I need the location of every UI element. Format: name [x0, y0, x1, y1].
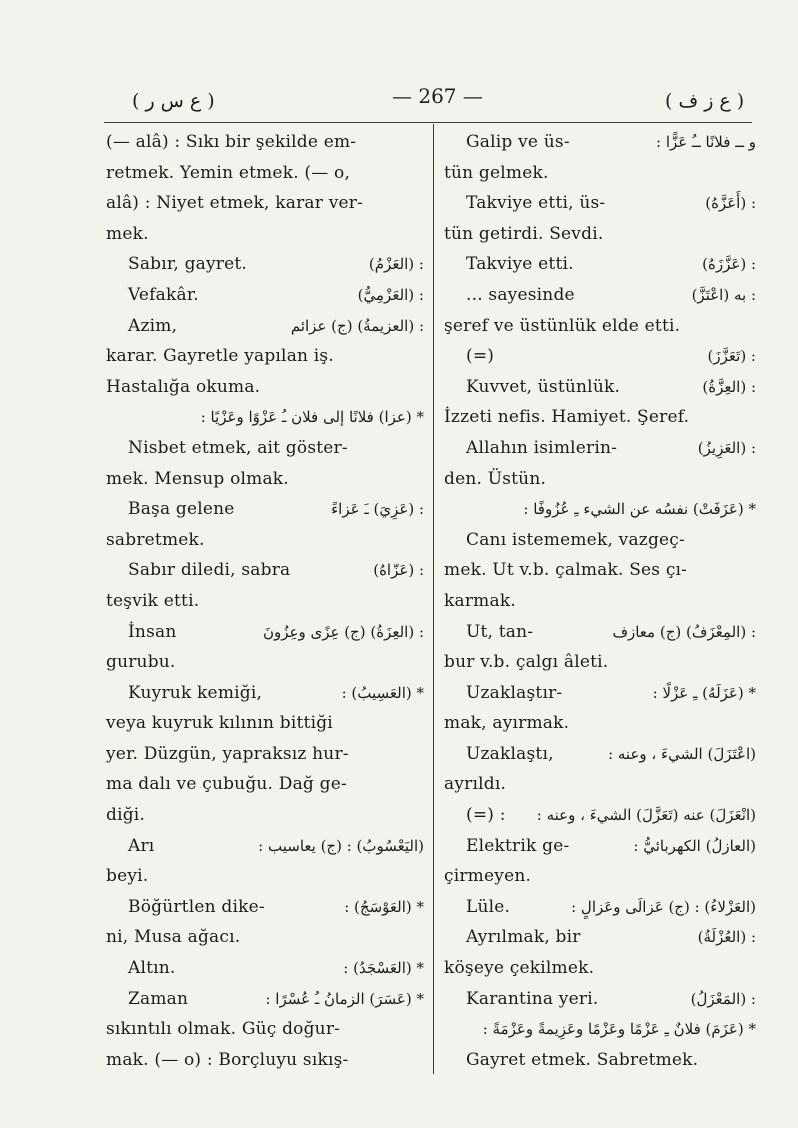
- entry-text: alâ) : Niyet etmek, karar ver-: [106, 193, 364, 214]
- entry-line: [106, 1014, 424, 1045]
- entry-text: Takviye etti, üs-: [466, 193, 606, 214]
- entry-line: [106, 127, 424, 158]
- entry-text: mek. Mensup olmak.: [106, 468, 289, 489]
- arabic-headword: : (عَزَّزَهُ): [702, 255, 756, 274]
- entry-line: [444, 800, 756, 831]
- entry-line: [444, 341, 756, 372]
- entry-line: [444, 1045, 756, 1076]
- arabic-headword: * (عَزَلَهُ) ـِ عَزْلًا :: [652, 683, 756, 702]
- entry-text: Allahın isimlerin-: [466, 437, 618, 458]
- entry-line: [444, 1014, 756, 1045]
- entry-line: [106, 555, 424, 586]
- entry-line: [444, 311, 756, 342]
- arabic-headword: (العازلُ) الكهربائيُّ :: [633, 836, 756, 855]
- header-right-keyword: ( ع ز ف ): [665, 90, 745, 112]
- entry-line: [106, 708, 424, 739]
- entry-line: [106, 861, 424, 892]
- entry-line: [444, 678, 756, 709]
- entry-line: [106, 647, 424, 678]
- entry-line: [444, 280, 756, 311]
- entry-line: [444, 708, 756, 739]
- entry-line: [106, 433, 424, 464]
- entry-text: Vefakâr.: [128, 284, 199, 305]
- entry-line: [444, 127, 756, 158]
- entry-line: [106, 525, 424, 556]
- entry-text: çirmeyen.: [444, 866, 532, 887]
- entry-line: [106, 219, 424, 250]
- entry-text: mek.: [106, 223, 149, 244]
- arabic-headword: (انْعَزَلَ) عنه (تَعَزَّلَ) الشيءَ ، وعنه :: [536, 806, 756, 825]
- entry-text: (=) :: [466, 805, 506, 826]
- entry-line: [106, 372, 424, 403]
- entry-text: Takviye etti.: [466, 254, 574, 275]
- entry-text: ni, Musa ağacı.: [106, 927, 241, 948]
- arabic-headword: : (العُزْلَةُ): [697, 928, 756, 947]
- entry-line: [444, 555, 756, 586]
- entry-line: [444, 219, 756, 250]
- entry-line: [106, 464, 424, 495]
- entry-text: Elektrik ge-: [466, 835, 570, 856]
- arabic-headword: : (المَعْزَلُ): [690, 989, 756, 1008]
- entry-line: [444, 984, 756, 1015]
- entry-text: karmak.: [444, 590, 516, 611]
- column-divider: [433, 124, 434, 1074]
- entry-text: Uzaklaştır-: [466, 682, 563, 703]
- arabic-headword: : (العِزَّةُ): [702, 377, 756, 396]
- entry-line: [106, 494, 424, 525]
- entry-text: tün gelmek.: [444, 162, 549, 183]
- entry-text: retmek. Yemin etmek. (— o,: [106, 162, 351, 183]
- entry-text: Altın.: [128, 958, 176, 979]
- entry-text: Azim,: [128, 315, 178, 336]
- entry-text: tün getirdi. Sevdi.: [444, 223, 604, 244]
- entry-text: veya kuyruk kılının bittiği: [106, 713, 333, 734]
- entry-text: Uzaklaştı,: [466, 743, 554, 764]
- left-column: [106, 127, 424, 1075]
- entry-line: [444, 158, 756, 189]
- entry-text: (— alâ) : Sıkı bir şekilde em-: [106, 132, 357, 152]
- entry-line: [106, 831, 424, 862]
- entry-line: [444, 433, 756, 464]
- arabic-headword: : (العزيمةُ) (ج) عزائم: [290, 316, 424, 335]
- arabic-headword: : (المِعْزَفُ) (ج) معازف: [612, 622, 756, 641]
- entry-text: Galip ve üs-: [466, 132, 570, 152]
- entry-line: [106, 280, 424, 311]
- arabic-headword: * (عَسَرَ) الزمانُ ـُ عُسْرًا :: [265, 989, 424, 1008]
- entry-line: [106, 586, 424, 617]
- entry-line: [444, 249, 756, 280]
- entry-text: mak, ayırmak.: [444, 713, 570, 734]
- entry-text: beyi.: [106, 866, 149, 887]
- entry-text: Başa gelene: [128, 499, 235, 520]
- entry-line: [106, 158, 424, 189]
- entry-text: Böğürtlen dike-: [128, 896, 265, 917]
- entry-line: [444, 188, 756, 219]
- entry-text: mak. (— o) : Borçluyu sıkış-: [106, 1049, 349, 1070]
- entry-line: [444, 953, 756, 984]
- entry-text: Arı: [128, 835, 155, 856]
- header-rule: [104, 122, 752, 123]
- entry-text: teşvik etti.: [106, 590, 200, 611]
- entry-text: Sabır diledi, sabra: [128, 560, 291, 581]
- arabic-headword: : (عَزِيَ) ـَ عَزاءً: [331, 500, 424, 519]
- arabic-headword: * (العَسْجَدُ) :: [343, 959, 424, 978]
- arabic-headword: : (أَعَزَّهُ): [705, 194, 756, 213]
- entry-text: Kuvvet, üstünlük.: [466, 376, 621, 397]
- entry-text: Canı istememek, vazgeç-: [466, 529, 685, 550]
- page-header: [0, 84, 798, 124]
- entry-text: mek. Ut v.b. çalmak. Ses çı-: [444, 560, 688, 581]
- entry-line: [444, 617, 756, 648]
- arabic-headword: : (العَزْمُ): [368, 255, 424, 274]
- entry-text: Ayrılmak, bir: [466, 927, 581, 948]
- entry-line: [106, 188, 424, 219]
- entry-text: köşeye çekilmek.: [444, 958, 595, 979]
- arabic-headword: * (عَزَمَ) فلانٌ ـِ عَزْمًا وعَزْمًا وعَزِيمةً وعَزْمَةً :: [482, 1020, 756, 1039]
- entry-line: [106, 739, 424, 770]
- arabic-headword: : (عَزّاهُ): [373, 561, 424, 580]
- entry-text: ... sayesinde: [466, 284, 575, 305]
- entry-line: [106, 1045, 424, 1076]
- entry-line: [106, 922, 424, 953]
- entry-line: [444, 372, 756, 403]
- entry-text: Sabır, gayret.: [128, 254, 248, 275]
- arabic-headword: * (العَوْسَجُ) :: [344, 897, 424, 916]
- arabic-headword: * (عزا) فلانًا إلى فلان ـُ عَزْوًا وعَزْيًا :: [200, 408, 424, 427]
- entry-text: Ut, tan-: [466, 621, 534, 642]
- entry-text: karar. Gayretle yapılan iş.: [106, 346, 334, 367]
- entry-line: [106, 953, 424, 984]
- arabic-headword: و ــ فلانًا ــُ عَزًّا :: [656, 133, 756, 151]
- arabic-headword: (اليَعْسُوبُ) : (ج) يعاسيب :: [258, 836, 424, 855]
- entry-line: [106, 984, 424, 1015]
- entry-line: [106, 341, 424, 372]
- arabic-headword: : (تَعَزَّزَ): [707, 347, 756, 366]
- page-number: — 267 —: [392, 84, 483, 108]
- arabic-headword: * (العَسِيبُ) :: [341, 683, 424, 702]
- entry-text: gurubu.: [106, 652, 176, 673]
- entry-line: [106, 249, 424, 280]
- header-left-keyword: ( ع س ر ): [132, 90, 215, 112]
- arabic-headword: : (العِزَةُ) (ج) عِزًى وعِزُونَ: [262, 622, 424, 641]
- entry-text: Lüle.: [466, 896, 511, 917]
- entry-text: yer. Düzgün, yapraksız hur-: [106, 743, 349, 764]
- entry-line: [444, 464, 756, 495]
- entry-text: bur v.b. çalgı âleti.: [444, 652, 609, 673]
- entry-text: sıkıntılı olmak. Güç doğur-: [106, 1019, 341, 1040]
- entry-text: ayrıldı.: [444, 774, 507, 795]
- entry-line: [106, 617, 424, 648]
- entry-text: den. Üstün.: [444, 468, 547, 489]
- entry-line: [444, 922, 756, 953]
- entry-line: [444, 739, 756, 770]
- entry-text: Nisbet etmek, ait göster-: [128, 437, 348, 458]
- entry-line: [106, 892, 424, 923]
- entry-text: Hastalığa okuma.: [106, 376, 261, 397]
- arabic-headword: : (العَزِيزُ): [697, 438, 756, 457]
- entry-line: [444, 831, 756, 862]
- entry-line: [106, 769, 424, 800]
- arabic-headword: * (عَزَفَتْ) نفسُه عن الشيء ـِ عُزُوفًا :: [523, 500, 756, 519]
- entry-line: [106, 800, 424, 831]
- entry-line: [444, 769, 756, 800]
- entry-text: (=): [466, 346, 495, 367]
- entry-text: sabretmek.: [106, 529, 205, 550]
- entry-line: [444, 494, 756, 525]
- entry-line: [106, 402, 424, 433]
- entry-line: [444, 525, 756, 556]
- entry-text: Kuyruk kemiği,: [128, 682, 263, 703]
- entry-text: ma dalı ve çubuğu. Dağ ge-: [106, 774, 347, 795]
- entry-line: [444, 861, 756, 892]
- entry-text: diği.: [106, 805, 146, 826]
- entry-text: İzzeti nefis. Hamiyet. Şeref.: [444, 407, 690, 428]
- entry-text: Karantina yeri.: [466, 988, 599, 1009]
- entry-text: Gayret etmek. Sabretmek.: [466, 1049, 699, 1070]
- entry-text: Zaman: [128, 988, 189, 1009]
- entry-line: [106, 678, 424, 709]
- arabic-headword: (العَزْلاءُ) : (ج) عَزالَى وعَزالٍ :: [571, 897, 756, 916]
- entry-line: [444, 586, 756, 617]
- arabic-headword: : (العَزْمِيُّ): [357, 285, 424, 304]
- entry-line: [106, 311, 424, 342]
- entry-line: [444, 892, 756, 923]
- entry-text: şeref ve üstünlük elde etti.: [444, 315, 681, 336]
- entry-line: [444, 402, 756, 433]
- right-column: [444, 127, 756, 1075]
- arabic-headword: : به (اعْتَزَّ): [691, 285, 756, 304]
- entry-text: İnsan: [128, 621, 177, 642]
- entry-line: [444, 647, 756, 678]
- arabic-headword: (اعْتَزَلَ) الشيءَ ، وعنه :: [608, 744, 756, 763]
